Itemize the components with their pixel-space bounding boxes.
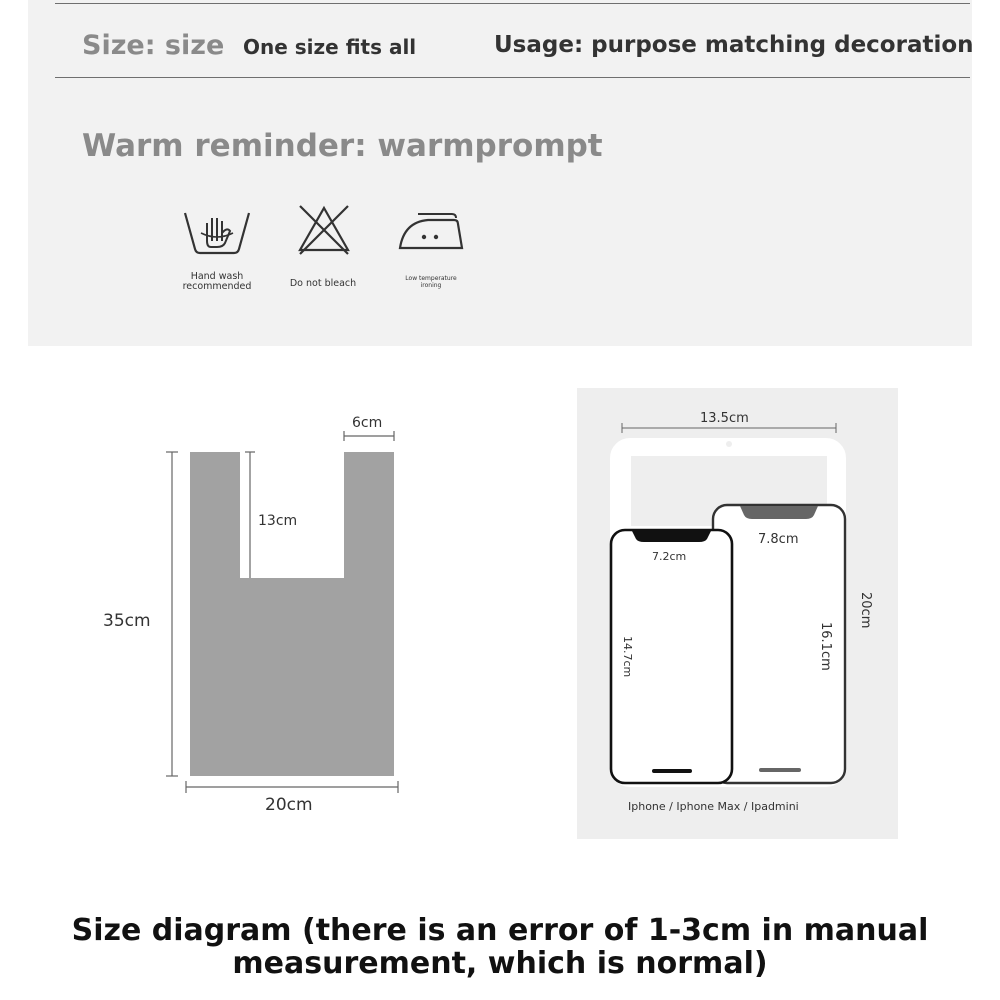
care-label bbox=[276, 279, 370, 289]
care-label-line: Low temperature bbox=[405, 275, 457, 282]
do-not-bleach-icon bbox=[296, 204, 352, 256]
phone-max-notch bbox=[740, 506, 818, 519]
phone-notch bbox=[632, 531, 711, 542]
phone-width-label: 7.2cm bbox=[652, 550, 687, 563]
usage-text: Usage: purpose matching decoration bbox=[494, 32, 974, 58]
low-temperature-iron-icon bbox=[396, 206, 466, 254]
care-label-line: Do not bleach bbox=[289, 278, 357, 289]
phone-max-height-label: 16.1cm bbox=[818, 622, 833, 671]
device-fit-diagram bbox=[577, 388, 898, 839]
caption-line: measurement, which is normal) bbox=[232, 946, 768, 981]
phone-height-label: 14.7cm bbox=[621, 636, 634, 678]
pouch-height-label: 20cm bbox=[858, 592, 873, 629]
care-label bbox=[170, 272, 264, 292]
care-label-line: ironing bbox=[420, 281, 442, 289]
care-label-line: recommended bbox=[182, 281, 252, 292]
hand-wash-icon bbox=[183, 207, 251, 259]
bag-silhouette bbox=[190, 452, 394, 776]
device-fit-caption: Iphone / Iphone Max / Ipadmini bbox=[628, 800, 799, 813]
care-label bbox=[384, 276, 478, 289]
total-width-label: 20cm bbox=[265, 795, 313, 815]
caption-line: Size diagram (there is an error of 1-3cm in manual bbox=[71, 913, 929, 948]
bag-size-diagram bbox=[90, 400, 420, 830]
warm-reminder-heading: Warm reminder: warmprompt bbox=[82, 128, 603, 164]
phone-max-width-label: 7.8cm bbox=[758, 532, 799, 547]
size-value: One size fits all bbox=[243, 35, 417, 59]
handle-height-label: 13cm bbox=[258, 513, 298, 529]
size-label: Size: size bbox=[82, 30, 225, 61]
total-height-label: 35cm bbox=[103, 611, 151, 631]
care-label-line: Hand wash bbox=[190, 271, 244, 282]
handle-width-label: 6cm bbox=[352, 415, 383, 431]
spec-divider bbox=[55, 77, 970, 78]
top-divider bbox=[55, 3, 970, 4]
size-diagram-caption bbox=[60, 914, 940, 980]
pouch-width-label: 13.5cm bbox=[700, 411, 749, 426]
